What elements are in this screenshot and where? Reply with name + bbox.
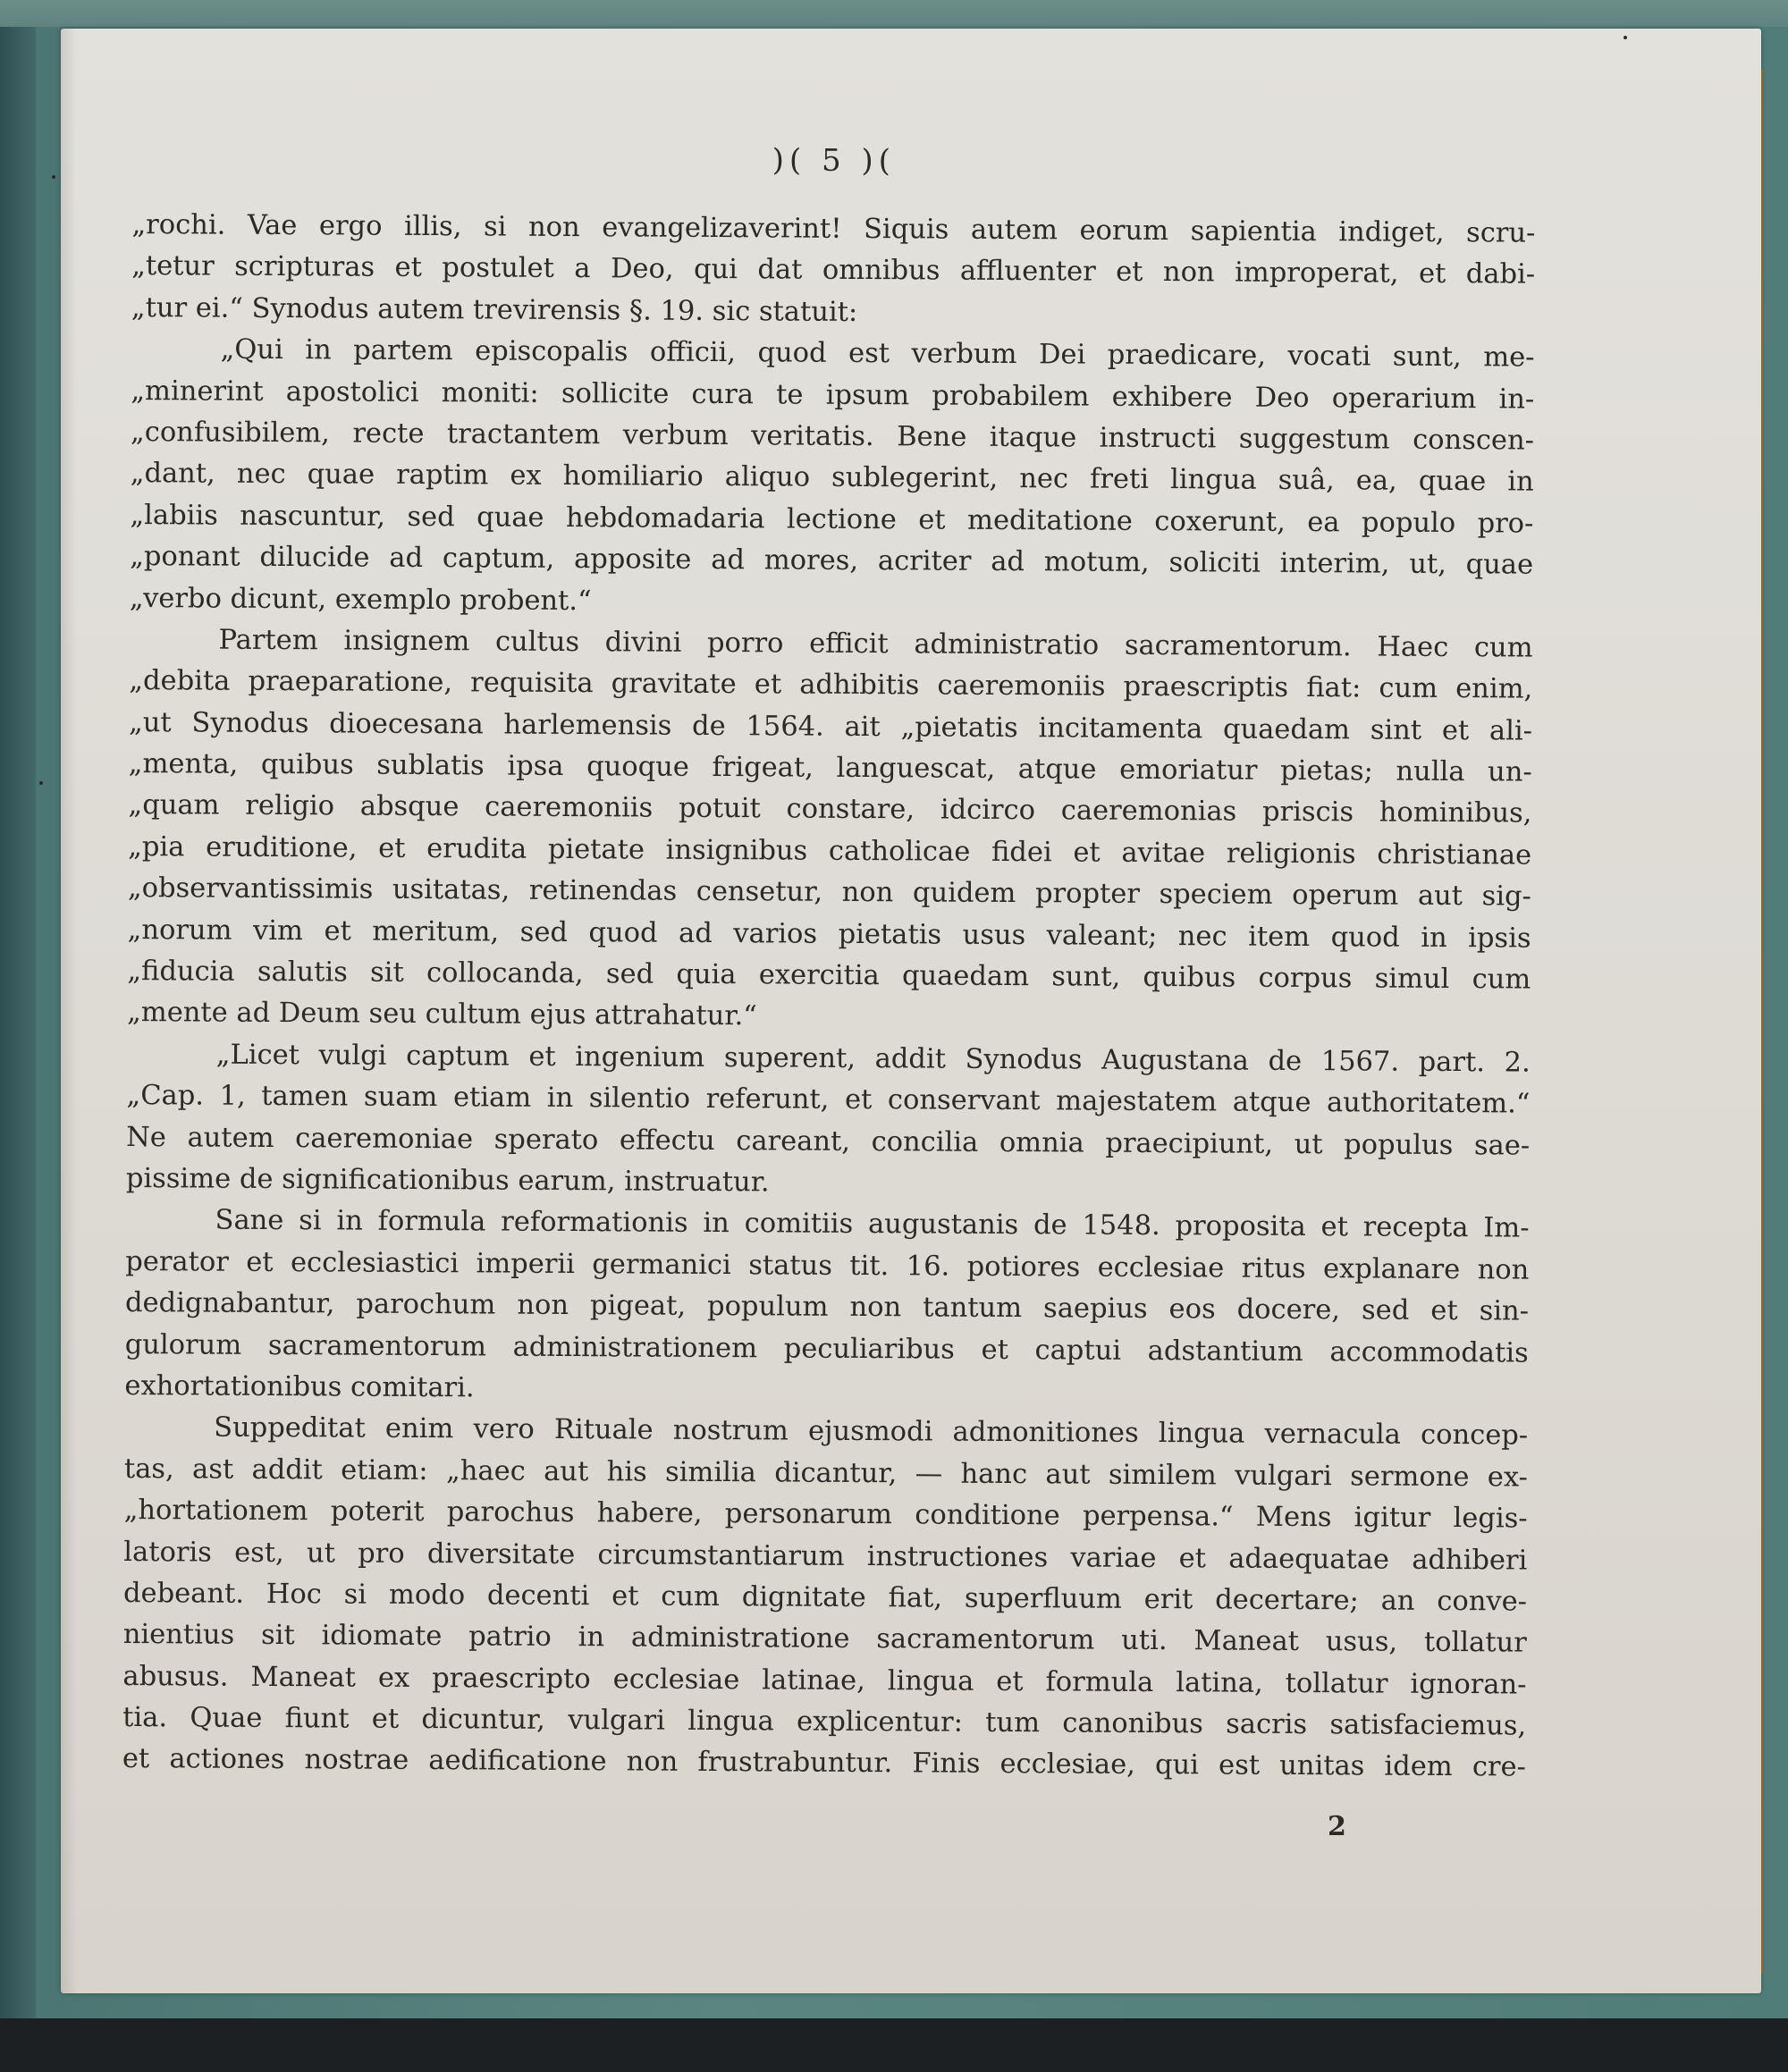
text-line: „ponant dilucide ad captum, apposite ad mores, acriter ad motum, soliciti interim, ut, quae: [130, 541, 1534, 581]
text-line: et actiones nostrae aedificatione non frustrabuntur. Finis ecclesiae, qui est unitas idem cre-: [122, 1743, 1527, 1784]
paper-speck: [39, 781, 43, 785]
background-bottom: [0, 2018, 1788, 2072]
text-line: „labiis nascuntur, sed quae hebdomadaria lectione et meditatione coxerunt, ea populo pro-: [130, 499, 1534, 540]
text-line: „observantissimis usitatas, retinendas censetur, non quidem propter speciem operum aut sig-: [127, 872, 1531, 913]
text-line: „tetur scripturas et postulet a Deo, qui dat omnibus affluenter et non improperat, et dabi-: [131, 250, 1536, 291]
text-line: „debita praeparatione, requisita gravitate et adhibitis caeremoniis praescriptis fiat: cum enim,: [129, 665, 1533, 705]
text-line: pissime de significationibus earum, instruatur.: [125, 1162, 770, 1199]
text-line: Partem insignem cultus divini porro efficit administratio sacramentorum. Haec cum: [218, 624, 1533, 664]
text-line: „Qui in partem episcopalis officii, quod est verbum Dei praedicare, vocati sunt, me-: [220, 333, 1535, 374]
page-header: )( 5 )(: [772, 142, 897, 180]
text-line: Suppeditat enim vero Rituale nostrum ejusmodi admonitiones lingua vernacula concep-: [214, 1411, 1529, 1452]
text-lines: [122, 205, 1536, 1789]
text-line: „menta, quibus sublatis ipsa quoque frigeat, languescat, atque emoriatur pietas; nulla un-: [128, 748, 1532, 788]
text-line: exhortationibus comitari.: [124, 1369, 475, 1404]
text-line: „pia eruditione, et erudita pietate insignibus catholicae fidei et avitae religionis christianae: [128, 830, 1532, 872]
text-line: debeant. Hoc si modo decenti et cum dignitate fiat, superfluum erit decertare; an conve-: [122, 1577, 1528, 1618]
text-line: perator et ecclesiastici imperii germanici status tit. 16. potiores ecclesiae ritus explanare non: [125, 1245, 1530, 1286]
text-line: „rochi. Vae ergo illis, si non evangelizaverint! Siquis autem eorum sapientia indiget, scru-: [131, 208, 1536, 249]
page-gutter-shadow: [61, 29, 77, 1993]
text-line: „norum vim et meritum, sed quod ad varios pietatis usus valeant; nec item quod in ipsis: [127, 914, 1531, 955]
text-line: „tur ei.“ Synodus autem trevirensis §. 19. sic statuit:: [131, 291, 858, 328]
background-top: [0, 0, 1788, 27]
text-line: „hortationem poterit parochus habere, personarum conditione perpensa.“ Mens igitur legis-: [123, 1495, 1528, 1535]
text-line: abusus. Maneat ex praescripto ecclesiae latinae, lingua et formula latina, tollatur ignoran-: [122, 1660, 1527, 1701]
page-text: [122, 139, 1536, 1789]
text-line: tia. Quae fiunt et dicuntur, vulgari lingua explicentur: tum canonibus sacris satisfaciemus,: [122, 1702, 1527, 1742]
text-line: tas, ast addit etiam: „haec aut his similia dicantur, — hanc aut similem vulgari sermone ex-: [123, 1453, 1528, 1494]
text-line: gulorum sacramentorum administrationem peculiaribus et captui adstantium accommodatis: [124, 1328, 1529, 1369]
text-line: „verbo dicunt, exemplo probent.“: [129, 582, 592, 617]
text-line: „ut Synodus dioecesana harlemensis de 1564. ait „pietatis incitamenta quaedam sint et ali-: [128, 706, 1533, 747]
text-line: latoris est, ut pro diversitate circumstantiarum instructiones variae et adaequatae adhiberi: [123, 1536, 1528, 1577]
text-line: „minerint apostolici moniti: sollicite cura te ipsum probabilem exhibere Deo operarium in-: [131, 375, 1535, 416]
text-line: Sane si in formula reformationis in comitiis augustanis de 1548. proposita et recepta Im-: [215, 1204, 1530, 1244]
signature-mark: 2: [1328, 1811, 1346, 1842]
text-line: nientius sit idiomate patrio in administratione sacramentorum uti. Maneat usus, tollatur: [122, 1619, 1527, 1659]
text-line: dedignabantur, parochum non pigeat, populum non tantum saepius eos docere, sed et sin-: [124, 1287, 1530, 1327]
text-line: „confusibilem, recte tractantem verbum veritatis. Bene itaque instructi suggestum conscen-: [130, 416, 1535, 457]
text-line: „fiducia salutis sit collocanda, sed quia exercitia quaedam sunt, quibus corpus simul cum: [127, 956, 1531, 996]
text-line: Ne autem caeremoniae sperato effectu careant, concilia omnia praecipiunt, ut populus sae-: [126, 1121, 1531, 1162]
book-spine-edge: [0, 0, 36, 2020]
text-line: „quam religio absque caeremoniis potuit constare, idcirco caeremonias priscis hominibus,: [128, 789, 1532, 830]
text-line: „Licet vulgi captum et ingenium superent, addit Synodus Augustana de 1567. part. 2.: [215, 1039, 1531, 1079]
text-line: „dant, nec quae raptim ex homiliario aliquo sublegerint, nec freti lingua suâ, ea, quae in: [130, 458, 1534, 498]
text-line: „Cap. 1, tamen suam etiam in silentio referunt, et conservant majestatem atque authoritatem.“: [126, 1080, 1531, 1120]
paper-speck: [1624, 36, 1627, 39]
text-line: „mente ad Deum seu cultum ejus attrahatur.“: [126, 997, 757, 1032]
paper-speck: [52, 175, 55, 179]
